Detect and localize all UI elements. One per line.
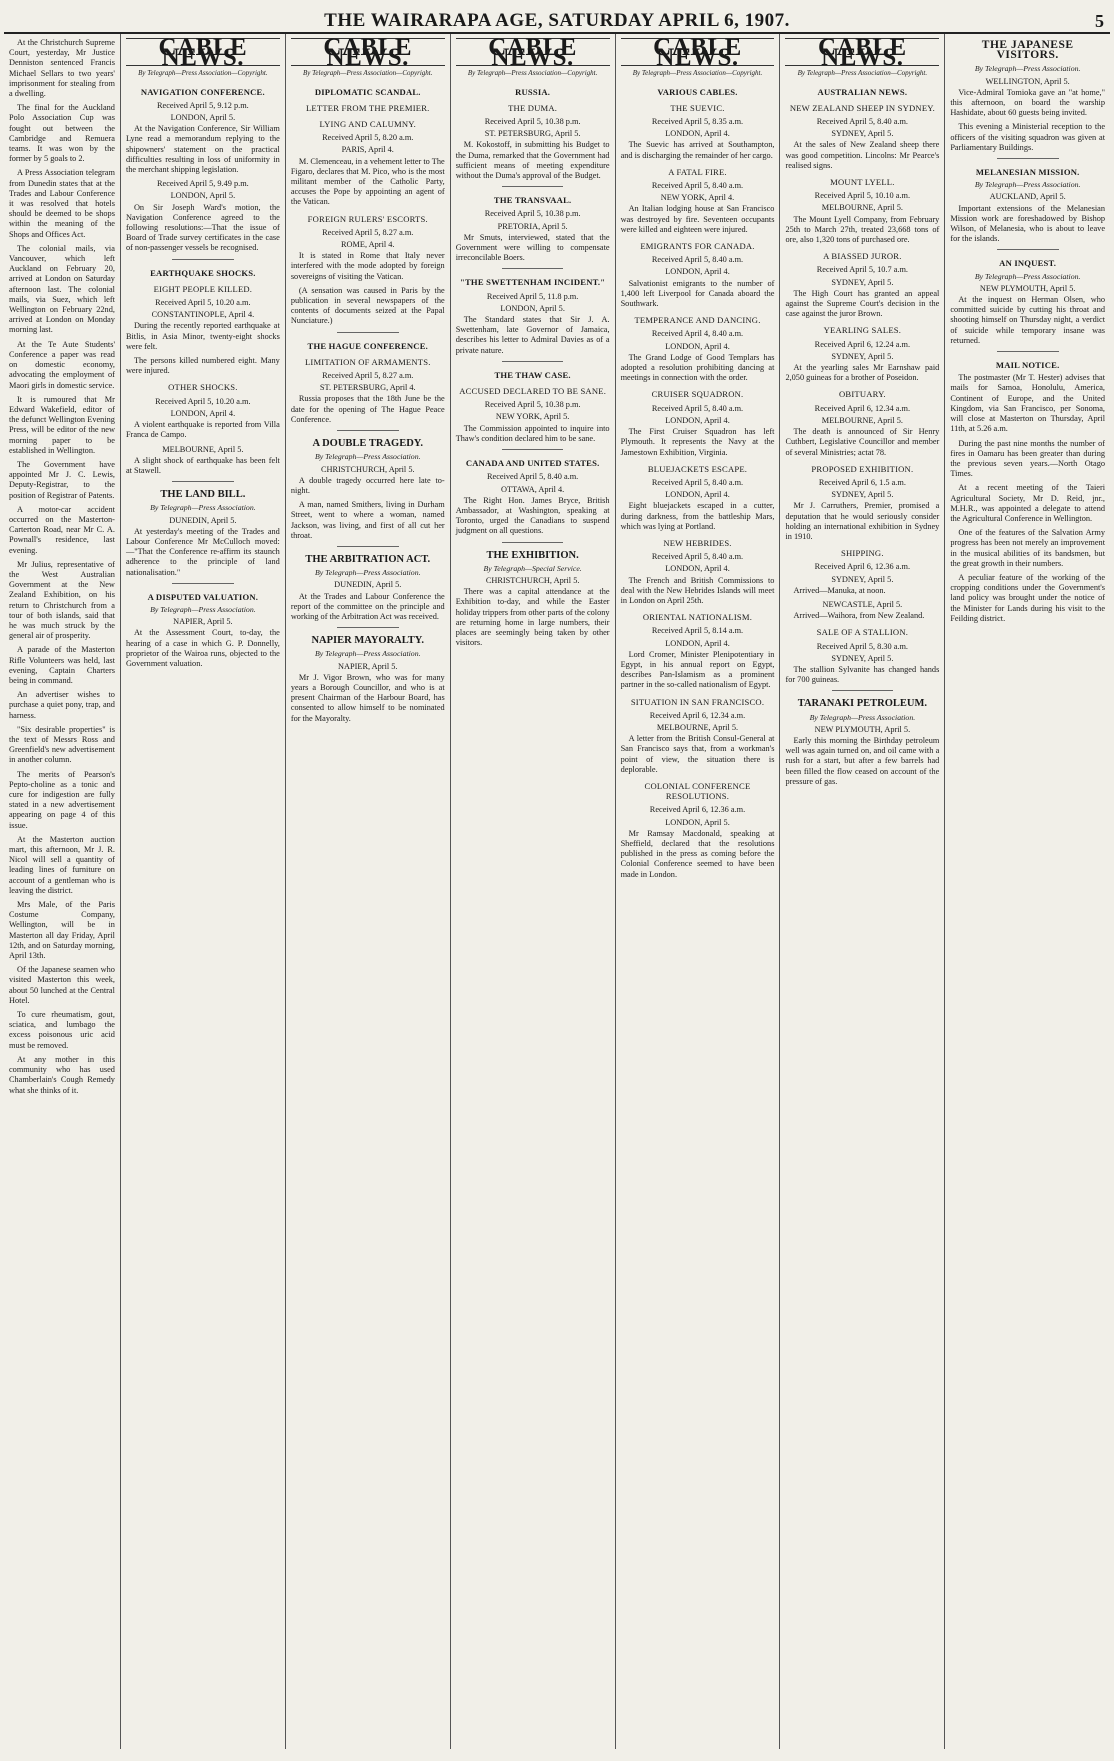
divider (172, 481, 234, 482)
news-paragraph: Mr J. Carruthers, Premier, promised a deputation that he would seriously consider holding an international exhibition in Sydney in 1910. (785, 501, 940, 541)
news-paragraph: The French and British Commissions to deal with the New Hebrides Islands will meet in London on April 25th. (620, 575, 775, 605)
received-line: Received April 5, 10.7 a.m. (816, 265, 908, 275)
news-paragraph: Mr J. Vigor Brown, who was for many years a Borough Councillor, and who is at present Chairman of the Harbour Board, has consented to allow himself to be nominated for the Mayoralty. (290, 672, 445, 723)
sub-heading: CRUISER SQUADRON. (651, 389, 744, 400)
sub-heading: YEARLING SALES. (823, 325, 902, 336)
received-line: Received April 5, 8.40 a.m. (816, 117, 908, 127)
received-line: Received April 5, 8.14 a.m. (651, 626, 744, 636)
column-cable-news-1 (121, 34, 286, 1749)
news-paragraph: Eight bluejackets escaped in a cutter, during darkness, from the battleship Mars, which was lying at Portland. (620, 501, 775, 531)
dateline: LONDON, April 4. (665, 267, 730, 277)
news-paragraph: At the inquest on Herman Olsen, who committed suicide by cutting his throat and shooting himself on Thursday night, a verdict of suicide while temporary insane was returned. (950, 295, 1106, 345)
dateline: LONDON, April 5. (500, 303, 565, 313)
divider (337, 430, 399, 431)
received-line: Received April 5, 10.10 a.m. (814, 191, 911, 201)
dateline: CONSTANTINOPLE, April 4. (151, 310, 255, 320)
section-heading: CANADA AND UNITED STATES. (465, 458, 600, 469)
news-paragraph: The persons killed numbered eight. Many were injured. (125, 356, 280, 376)
news-paragraph: Important extensions of the Melanesian Mission work are foreshadowed by Bishop Wilson, of Melanesia, who is about to leave for the islands. (950, 203, 1106, 244)
news-paragraph: On Sir Joseph Ward's motion, the Navigation Conference agreed to the following resolutions:—That the issue of Board of Trade survey certificates in the case of non-passenger vessels be recognised. (125, 202, 280, 253)
column-cable-news-2 (286, 34, 451, 1749)
dateline: ST. PETERSBURG, April 5. (484, 129, 581, 139)
news-paragraph: Mr Julius, representative of the West Australian Government at the New Zealand Exhibition, on his return to Christchurch from a tour of both islands, said that he was much struck by the general air of prosperity. (9, 559, 115, 641)
news-paragraph: One of the features of the Salvation Army progress has been not merely an improvement in the musical abilities of its bandsmen, but the great growth in their numbers. (950, 528, 1106, 568)
dateline: LONDON, April 4. (170, 408, 236, 418)
cable-byline: By Telegraph—Press Association—Copyright. (467, 69, 598, 78)
dateline: LONDON, April 4. (665, 490, 730, 500)
dateline: OTTAWA, April 4. (501, 484, 565, 494)
cable-news-title: CABLE NEWS. (785, 38, 939, 66)
news-paragraph: The Grand Lodge of Good Templars has adopted a resolution prohibiting dancing at meetings in connection with the order. (620, 352, 775, 383)
news-paragraph: M. Clemenceau, in a vehement letter to The Figaro, declares that M. Pico, who is the most militant member of the Catholic Party, accuses the Pope by appointing an agent of the Vatican. (290, 156, 445, 207)
received-line: Received April 5, 10.38 p.m. (484, 400, 581, 410)
byline: By Telegraph—Press Association. (809, 712, 916, 722)
byline: By Telegraph—Press Association. (314, 568, 421, 578)
section-heading: THE EXHIBITION. (486, 549, 579, 561)
dateline: ST. PETERSBURG, April 4. (319, 383, 416, 393)
sub-heading: SITUATION IN SAN FRANCISCO. (630, 696, 765, 707)
received-line: Received April 5, 8.40 a.m. (651, 255, 744, 265)
section-heading: A DOUBLE TRAGEDY. (312, 438, 424, 450)
masthead-title: THE WAIRARAPA AGE, SATURDAY APRIL 6, 1907. (324, 10, 790, 31)
received-line: Received April 5, 9.12 p.m. (157, 100, 249, 110)
divider (997, 351, 1059, 352)
received-line: Received April 5, 8.27 a.m. (322, 371, 414, 381)
news-paragraph: Lord Cromer, Minister Plenipotentiary in Egypt, in his annual report on Egypt, describes Pan-Islamism as a prominent partner in the so-called nationalism of Egypt. (620, 649, 775, 690)
news-paragraph: A slight shock of earthquake has been felt at Stawell. (125, 455, 280, 475)
sub-heading: LYING AND CALUMNY. (319, 119, 416, 130)
column-local-news (4, 34, 121, 1749)
cable-news-title: CABLE NEWS. (621, 38, 775, 66)
news-paragraph: The colonial mails, via Vancouver, which left Auckland on February 20, arrived at London on Saturday afternoon last. The colonial mails, via Suez, which left Wellington on February 22nd, arrived at London on Monday morning last. (9, 243, 115, 335)
section-heading: NAVIGATION CONFERENCE. (140, 86, 265, 97)
section-heading: AUSTRALIAN NEWS. (817, 86, 908, 97)
received-line: Received April 5, 8.40 a.m. (651, 552, 744, 562)
section-heading: THE TRANSVAAL. (493, 195, 572, 206)
masthead (4, 4, 1110, 34)
dateline: NEW YORK, April 5. (495, 412, 570, 422)
dateline: NEW YORK, April 4. (660, 193, 735, 203)
divider (337, 332, 399, 333)
sub-heading: SHIPPING. (841, 548, 884, 559)
dateline: LONDON, April 4. (665, 415, 730, 425)
sub-heading: LIMITATION OF ARMAMENTS. (304, 356, 431, 367)
dateline: LONDON, April 5. (170, 191, 236, 201)
news-paragraph: At the Christchurch Supreme Court, yesterday, Mr Justice Denniston sentenced Francis Michael Sellars to two years' imprisonment for stealing from a dwelling. (9, 38, 115, 99)
column-cable-news-5 (780, 34, 945, 1749)
dateline: AUCKLAND, April 5. (989, 192, 1066, 202)
news-paragraph: At yesterday's meeting of the Trades and Labour Conference Mr McCulloch moved:—"That the Conference re-affirm its staunch adherence to the principle of land nationalisation." (125, 526, 280, 577)
divider (502, 268, 564, 269)
news-paragraph: At a recent meeting of the Taieri Agricultural Society, Mr D. Reid, jnr., M.H.R., was appointed a delegate to attend the Agricultural Conference in Wellington. (950, 483, 1106, 523)
dateline: LONDON, April 4. (665, 129, 730, 139)
section-heading: "THE SWETTENHAM INCIDENT." (460, 277, 606, 288)
divider (502, 361, 564, 362)
dateline: NAPIER, April 5. (173, 617, 233, 627)
news-paragraph: The stallion Sylvanite has changed hands for 700 guineas. (785, 664, 940, 685)
received-line: Received April 6, 12.34 a.m. (814, 403, 911, 413)
divider (997, 158, 1059, 159)
received-line: Received April 5, 8.40 a.m. (487, 472, 579, 482)
received-line: Received April 5, 8.30 a.m. (816, 641, 908, 651)
news-paragraph: The First Cruiser Squadron has left Plymouth. It represents the Navy at the Jamestown Exhibition, Virginia. (620, 427, 775, 457)
news-paragraph: At the Masterton auction mart, this afternoon, Mr J. R. Nicol will sell a quantity of leading lines of furniture on account of a gentleman who is leaving the district. (9, 834, 115, 895)
section-heading: TARANAKI PETROLEUM. (797, 698, 928, 710)
received-line: Received April 5, 10.38 p.m. (484, 117, 581, 127)
news-paragraph: To cure rheumatism, gout, sciatica, and lumbago the excess poisonous uric acid must be removed. (9, 1010, 115, 1050)
section-heading: MAIL NOTICE. (995, 360, 1060, 371)
news-paragraph: The postmaster (Mr T. Hester) advises that mails for Samoa, Honolulu, America, Continent of Europe, and the United Kingdom, via San Francisco, per Sonoma, will close at Masterton on Thursday, April 11th, at 5.26 a.m. (950, 373, 1106, 434)
news-paragraph: The final for the Auckland Polo Association Cup was fought out between the Cambridge and Remuera teams. It was won by the former by 5 goals to 2. (9, 103, 115, 164)
divider (997, 249, 1059, 250)
news-paragraph: A man, named Smithers, living in Durham Street, went to where a woman, named Jackson, was living, and first of all cut her throat. (290, 500, 445, 540)
sub-heading: MOUNT LYELL. (830, 177, 895, 188)
news-paragraph: M. Kokostoff, in submitting his Budget to the Duma, remarked that the Government had sufficient means of meeting expenditure without the Duma's approval of the Budget. (455, 140, 610, 181)
byline: By Telegraph—Press Association. (314, 452, 421, 462)
news-paragraph: Vice-Admiral Tomioka gave an "at home," this afternoon, on board the warship Hashidate, about 60 guests being invited. (950, 87, 1106, 118)
news-paragraph: At the yearling sales Mr Earnshaw paid 2,050 guineas for a brother of Poseidon. (785, 363, 940, 383)
section-heading: THE THAW CASE. (494, 369, 571, 380)
section-heading: THE JAPANESE VISITORS. (981, 39, 1074, 62)
news-paragraph: Early this morning the Birthday petroleum well was again turned on, and oil came with a rush for a start, but after a few barrels had been filled the flow ceased on account of the pressure of gas. (785, 735, 940, 786)
news-paragraph: Salvationist emigrants to the number of 1,400 left Liverpool for Canada aboard the Southwark. (620, 278, 775, 309)
sub-heading: SALE OF A STALLION. (816, 627, 909, 638)
newspaper-page (4, 4, 1110, 1753)
divider (172, 259, 234, 260)
news-paragraph: Russia proposes that the 18th June be the date for the opening of The Hague Peace Conference. (290, 394, 445, 424)
dateline: PARIS, April 4. (341, 145, 394, 155)
page-number: 5 (1095, 11, 1104, 31)
section-heading: THE LAND BILL. (160, 489, 246, 501)
sub-heading: ORIENTAL NATIONALISM. (642, 612, 753, 623)
cable-news-title: CABLE NEWS. (126, 38, 280, 66)
news-paragraph: During the recently reported earthquake at Bitlis, in Asia Minor, twenty-eight shocks were felt. (125, 321, 280, 351)
dateline: SYDNEY, April 5. (831, 574, 894, 584)
news-paragraph: A Press Association telegram from Dunedin states that at the Trades and Labour Conference it was resolved that hotels should be deemed to be shops within the meaning of the Shops and Offices Act. (9, 168, 115, 239)
section-heading: NAPIER MAYORALTY. (311, 635, 425, 647)
news-paragraph: The merits of Pearson's Pepto-choline as a tonic and cure for indigestion are fully stated in a new advertisement appearing on page 4 of this issue. (9, 769, 115, 830)
divider (337, 627, 399, 628)
news-paragraph: Of the Japanese seamen who visited Masterton this week, about 50 lunched at the Central Hotel. (9, 965, 115, 1005)
sub-heading: A BIASSED JUROR. (823, 251, 902, 262)
divider (502, 449, 564, 450)
cable-byline: By Telegraph—Press Association—Copyright. (632, 69, 763, 78)
dateline: NEW PLYMOUTH, April 5. (814, 724, 911, 734)
dateline: DUNEDIN, April 5. (334, 580, 402, 590)
received-line: Received April 6, 12.36 a.m. (814, 562, 911, 572)
column-cable-news-3 (451, 34, 616, 1749)
byline: By Telegraph—Press Association. (974, 64, 1081, 74)
dateline: CHRISTCHURCH, April 5. (320, 464, 415, 474)
news-paragraph: A violent earthquake is reported from Villa Franca de Campo. (125, 420, 280, 440)
news-paragraph: The death is announced of Sir Henry Cuthbert, Legislative Councillor and member of several Ministries; actat 78. (785, 427, 940, 457)
news-paragraph: Mr Ramsay Macdonald, speaking at Sheffield, declared that the resolutions published in the press as coming before the Colonial Conference seemed to have been made in London. (620, 828, 775, 879)
received-line: Received April 5, 10.38 p.m. (484, 209, 581, 219)
news-paragraph: The Suevic has arrived at Southampton, and is discharging the remainder of her cargo. (620, 140, 775, 160)
news-paragraph: At the sales of New Zealand sheep there was good competition. Lincolns: Mr Pearce's realised signs. (785, 140, 940, 170)
news-paragraph: A letter from the British Consul-General at San Francisco says that, from a workman's point of view, the situation there is deplorable. (620, 734, 775, 774)
dateline: LONDON, April 5. (665, 817, 730, 827)
news-paragraph: The Mount Lyell Company, from February 25th to March 27th, treated 23,668 tons of ore, also 1,320 tons of purchased ore. (785, 214, 940, 245)
cable-byline: By Telegraph—Press Association—Copyright. (797, 69, 928, 78)
sub-heading: THE SUEVIC. (670, 102, 725, 113)
sub-heading: OBITUARY. (838, 389, 886, 400)
news-paragraph: An Italian lodging house at San Francisco was destroyed by fire. Seventeen occupants were killed and eighteen were injured. (620, 204, 775, 234)
received-line: Received April 6, 12.24 a.m. (814, 339, 911, 349)
received-line: Received April 6, 12.36 a.m. (649, 805, 746, 815)
dateline: LONDON, April 4. (665, 638, 730, 648)
dateline: ROME, April 4. (341, 240, 395, 250)
sub-heading: PROPOSED EXHIBITION. (811, 463, 914, 474)
dateline: LONDON, April 5. (170, 113, 236, 123)
dateline: MELBOURNE, April 5. (821, 415, 903, 425)
cable-news-title: CABLE NEWS. (456, 38, 610, 66)
divider (502, 186, 564, 187)
received-line: Received April 5, 8.40 a.m. (651, 403, 744, 413)
dateline: NEWCASTLE, April 5. (822, 599, 903, 609)
news-paragraph: Arrived—Manuka, at noon. (793, 585, 886, 595)
news-paragraph: There was a capital attendance at the Exhibition to-day, and while the Easter holiday trippers from other parts of the colony are returning home in large numbers, their places are seemingly being taken by other visitors. (455, 587, 610, 648)
received-line: Received April 5, 10.20 a.m. (155, 396, 251, 406)
dateline: SYDNEY, April 5. (831, 277, 894, 287)
dateline: LONDON, April 4. (665, 341, 730, 351)
sub-heading: FOREIGN RULERS' ESCORTS. (307, 213, 428, 224)
byline: By Telegraph—Press Association. (314, 649, 421, 659)
section-heading: AN INQUEST. (999, 258, 1057, 269)
byline: By Telegraph—Press Association. (150, 503, 256, 513)
divider (172, 583, 234, 584)
news-paragraph: An advertiser wishes to purchase a quiet pony, trap, and harness. (9, 690, 115, 720)
news-paragraph: A motor-car accident occurred on the Masterton-Carterton Road, near Mr C. A. Pownall's residence, last evening. (9, 504, 115, 555)
dateline: SYDNEY, April 5. (831, 129, 894, 139)
news-paragraph: A peculiar feature of the working of the cropping conditions under the Government's land policy was brought under the notice of the Minister for Lands during his visit to the Feilding district. (950, 572, 1106, 623)
news-paragraph: At the Navigation Conference, Sir William Lyne read a memorandum replying to the shipowners' statement on the practical difficulties resulting in loss of uniformity in the merchant shipping legislation. (125, 124, 280, 175)
news-paragraph: "Six desirable properties" is the text of Messrs Ross and Greenfield's new advertisement in another column. (9, 724, 115, 765)
section-heading: THE ARBITRATION ACT. (305, 553, 431, 565)
news-paragraph: At the Assessment Court, to-day, the hearing of a case in which G. P. Donnelly, proprietor of the Wairoa runs, objected to the Government valuation. (125, 628, 280, 668)
dateline: SYDNEY, April 5. (831, 490, 894, 500)
section-heading: RUSSIA. (515, 86, 551, 97)
received-line: Received April 5, 8.20 a.m. (322, 133, 414, 143)
sub-heading: THE DUMA. (508, 102, 558, 113)
news-paragraph: It is rumoured that Mr Edward Wakefield, editor of the defunct Wellington Evening Press, will be editor of the new morning paper to be established in Wellington. (9, 394, 115, 455)
dateline: PRETORIA, April 5. (497, 221, 568, 231)
byline: By Telegraph—Press Association. (150, 604, 256, 614)
dateline: MELBOURNE, April 5. (656, 722, 739, 732)
section-heading: VARIOUS CABLES. (657, 86, 738, 97)
sub-heading: BLUEJACKETS ESCAPE. (647, 463, 748, 474)
sub-heading: NEW HEBRIDES. (663, 537, 732, 548)
sub-heading: EIGHT PEOPLE KILLED. (153, 283, 253, 294)
dateline: SYDNEY, April 5. (831, 351, 894, 361)
news-paragraph: The Commission appointed to inquire into Thaw's condition declared him to be sane. (455, 423, 610, 443)
dateline: MELBOURNE, April 5. (162, 444, 244, 454)
sub-heading: A FATAL FIRE. (668, 166, 727, 177)
column-cable-news-4 (616, 34, 781, 1749)
divider (502, 542, 564, 543)
received-line: Received April 5, 8.35 a.m. (651, 117, 744, 127)
received-line: Received April 5, 11.8 p.m. (486, 291, 579, 301)
news-paragraph: Mrs Male, of the Paris Costume Company, Wellington, will be in Masterton all day Friday, April 12th, and on Saturday morning, April 13th. (9, 900, 115, 961)
dateline: MELBOURNE, April 5. (821, 203, 903, 213)
sub-heading: TEMPERANCE AND DANCING. (634, 315, 761, 326)
received-line: Received April 5, 8.40 a.m. (651, 181, 744, 191)
news-paragraph: The High Court has granted an appeal against the Supreme Court's decision in the case against the juror Brown. (785, 288, 940, 319)
news-paragraph: Arrived—Waihora, from New Zealand. (793, 611, 925, 621)
received-line: Received April 5, 8.27 a.m. (322, 227, 414, 237)
sub-heading: OTHER SHOCKS. (168, 382, 238, 393)
news-paragraph: (A sensation was caused in Paris by the publication in several newspapers of the contents of documents seized at the Papal Nunciature.) (290, 285, 445, 326)
dateline: DUNEDIN, April 5. (169, 515, 237, 525)
news-paragraph: Mr Smuts, interviewed, stated that the Government were willing to compensate irreconcilable Boers. (455, 232, 610, 263)
section-heading: A DISPUTED VALUATION. (147, 591, 259, 602)
received-line: Received April 5, 9.49 p.m. (157, 179, 249, 189)
divider (337, 546, 399, 547)
sub-heading: NEW ZEALAND SHEEP IN SYDNEY. (789, 102, 935, 113)
dateline: SYDNEY, April 5. (831, 653, 894, 663)
section-heading: EARTHQUAKE SHOCKS. (150, 267, 256, 278)
dateline: NAPIER, April 5. (338, 661, 398, 671)
news-paragraph: This evening a Ministerial reception to the officers of the visiting squadron was given at Parliamentary Buildings. (950, 122, 1106, 152)
sub-heading: LETTER FROM THE PREMIER. (305, 102, 430, 113)
byline: By Telegraph—Press Association. (974, 271, 1081, 281)
dateline: CHRISTCHURCH, April 5. (485, 575, 580, 585)
received-line: Received April 6, 12.34 a.m. (649, 710, 746, 720)
received-line: Received April 5, 10.20 a.m. (155, 298, 251, 308)
news-paragraph: The Government have appointed Mr J. C. Lewis, Deputy-Registrar, to the position of Registrar of Patents. (9, 459, 115, 500)
sub-heading: EMIGRANTS FOR CANADA. (640, 241, 755, 252)
dateline: LONDON, April 4. (665, 564, 730, 574)
column-telegraph-news (945, 34, 1110, 1749)
sub-heading: COLONIAL CONFERENCE RESOLUTIONS. (644, 780, 751, 802)
cable-byline: By Telegraph—Press Association—Copyright. (138, 69, 268, 78)
news-paragraph: It is stated in Rome that Italy never interfered with the mode adopted by foreign sovereigns of visiting the Vatican. (290, 251, 445, 281)
received-line: Received April 6, 1.5 a.m. (818, 477, 906, 487)
received-line: Received April 5, 8.40 a.m. (651, 477, 744, 487)
news-paragraph: At any mother in this community who has used Chamberlain's Cough Remedy what she thinks of it. (9, 1054, 115, 1095)
news-paragraph: The Right Hon. James Bryce, British Ambassador, at Washington, speaking at Toronto, urged the Canadians to suspend judgment on all questions. (455, 495, 610, 536)
section-heading: MELANESIAN MISSION. (975, 167, 1080, 178)
divider (832, 690, 894, 691)
section-heading: DIPLOMATIC SCANDAL. (314, 86, 421, 97)
news-paragraph: At the Te Aute Students' Conference a paper was read on domestic economy, advocating the employment of Maori girls in domestic service. (9, 339, 115, 390)
cable-byline: By Telegraph—Press Association—Copyright. (303, 69, 433, 78)
cable-news-title: CABLE NEWS. (291, 38, 445, 66)
news-paragraph: The Standard states that Sir J. A. Swettenham, late Governor of Jamaica, describes his letter to Admiral Davies as of a private nature. (455, 315, 610, 355)
news-paragraph: During the past nine months the number of fires in Oamaru has been greater than during the previous seven years.—North Otago Times. (950, 438, 1106, 479)
news-paragraph: At the Trades and Labour Conference the report of the committee on the principle and working of the Arbitration Act was received. (290, 591, 445, 621)
news-paragraph: A double tragedy occurred here late to-night. (290, 475, 445, 495)
news-paragraph: A parade of the Masterton Rifle Volunteers was held, last evening, Captain Charters being in command. (9, 645, 115, 685)
sub-heading: ACCUSED DECLARED TO BE SANE. (459, 386, 607, 397)
byline: By Telegraph—Special Service. (483, 563, 582, 573)
received-line: Received April 4, 8.40 a.m. (651, 329, 744, 339)
byline: By Telegraph—Press Association. (974, 180, 1081, 190)
dateline: WELLINGTON, April 5. (985, 76, 1070, 86)
section-heading: THE HAGUE CONFERENCE. (307, 340, 428, 351)
dateline: NEW PLYMOUTH, April 5. (979, 283, 1076, 293)
